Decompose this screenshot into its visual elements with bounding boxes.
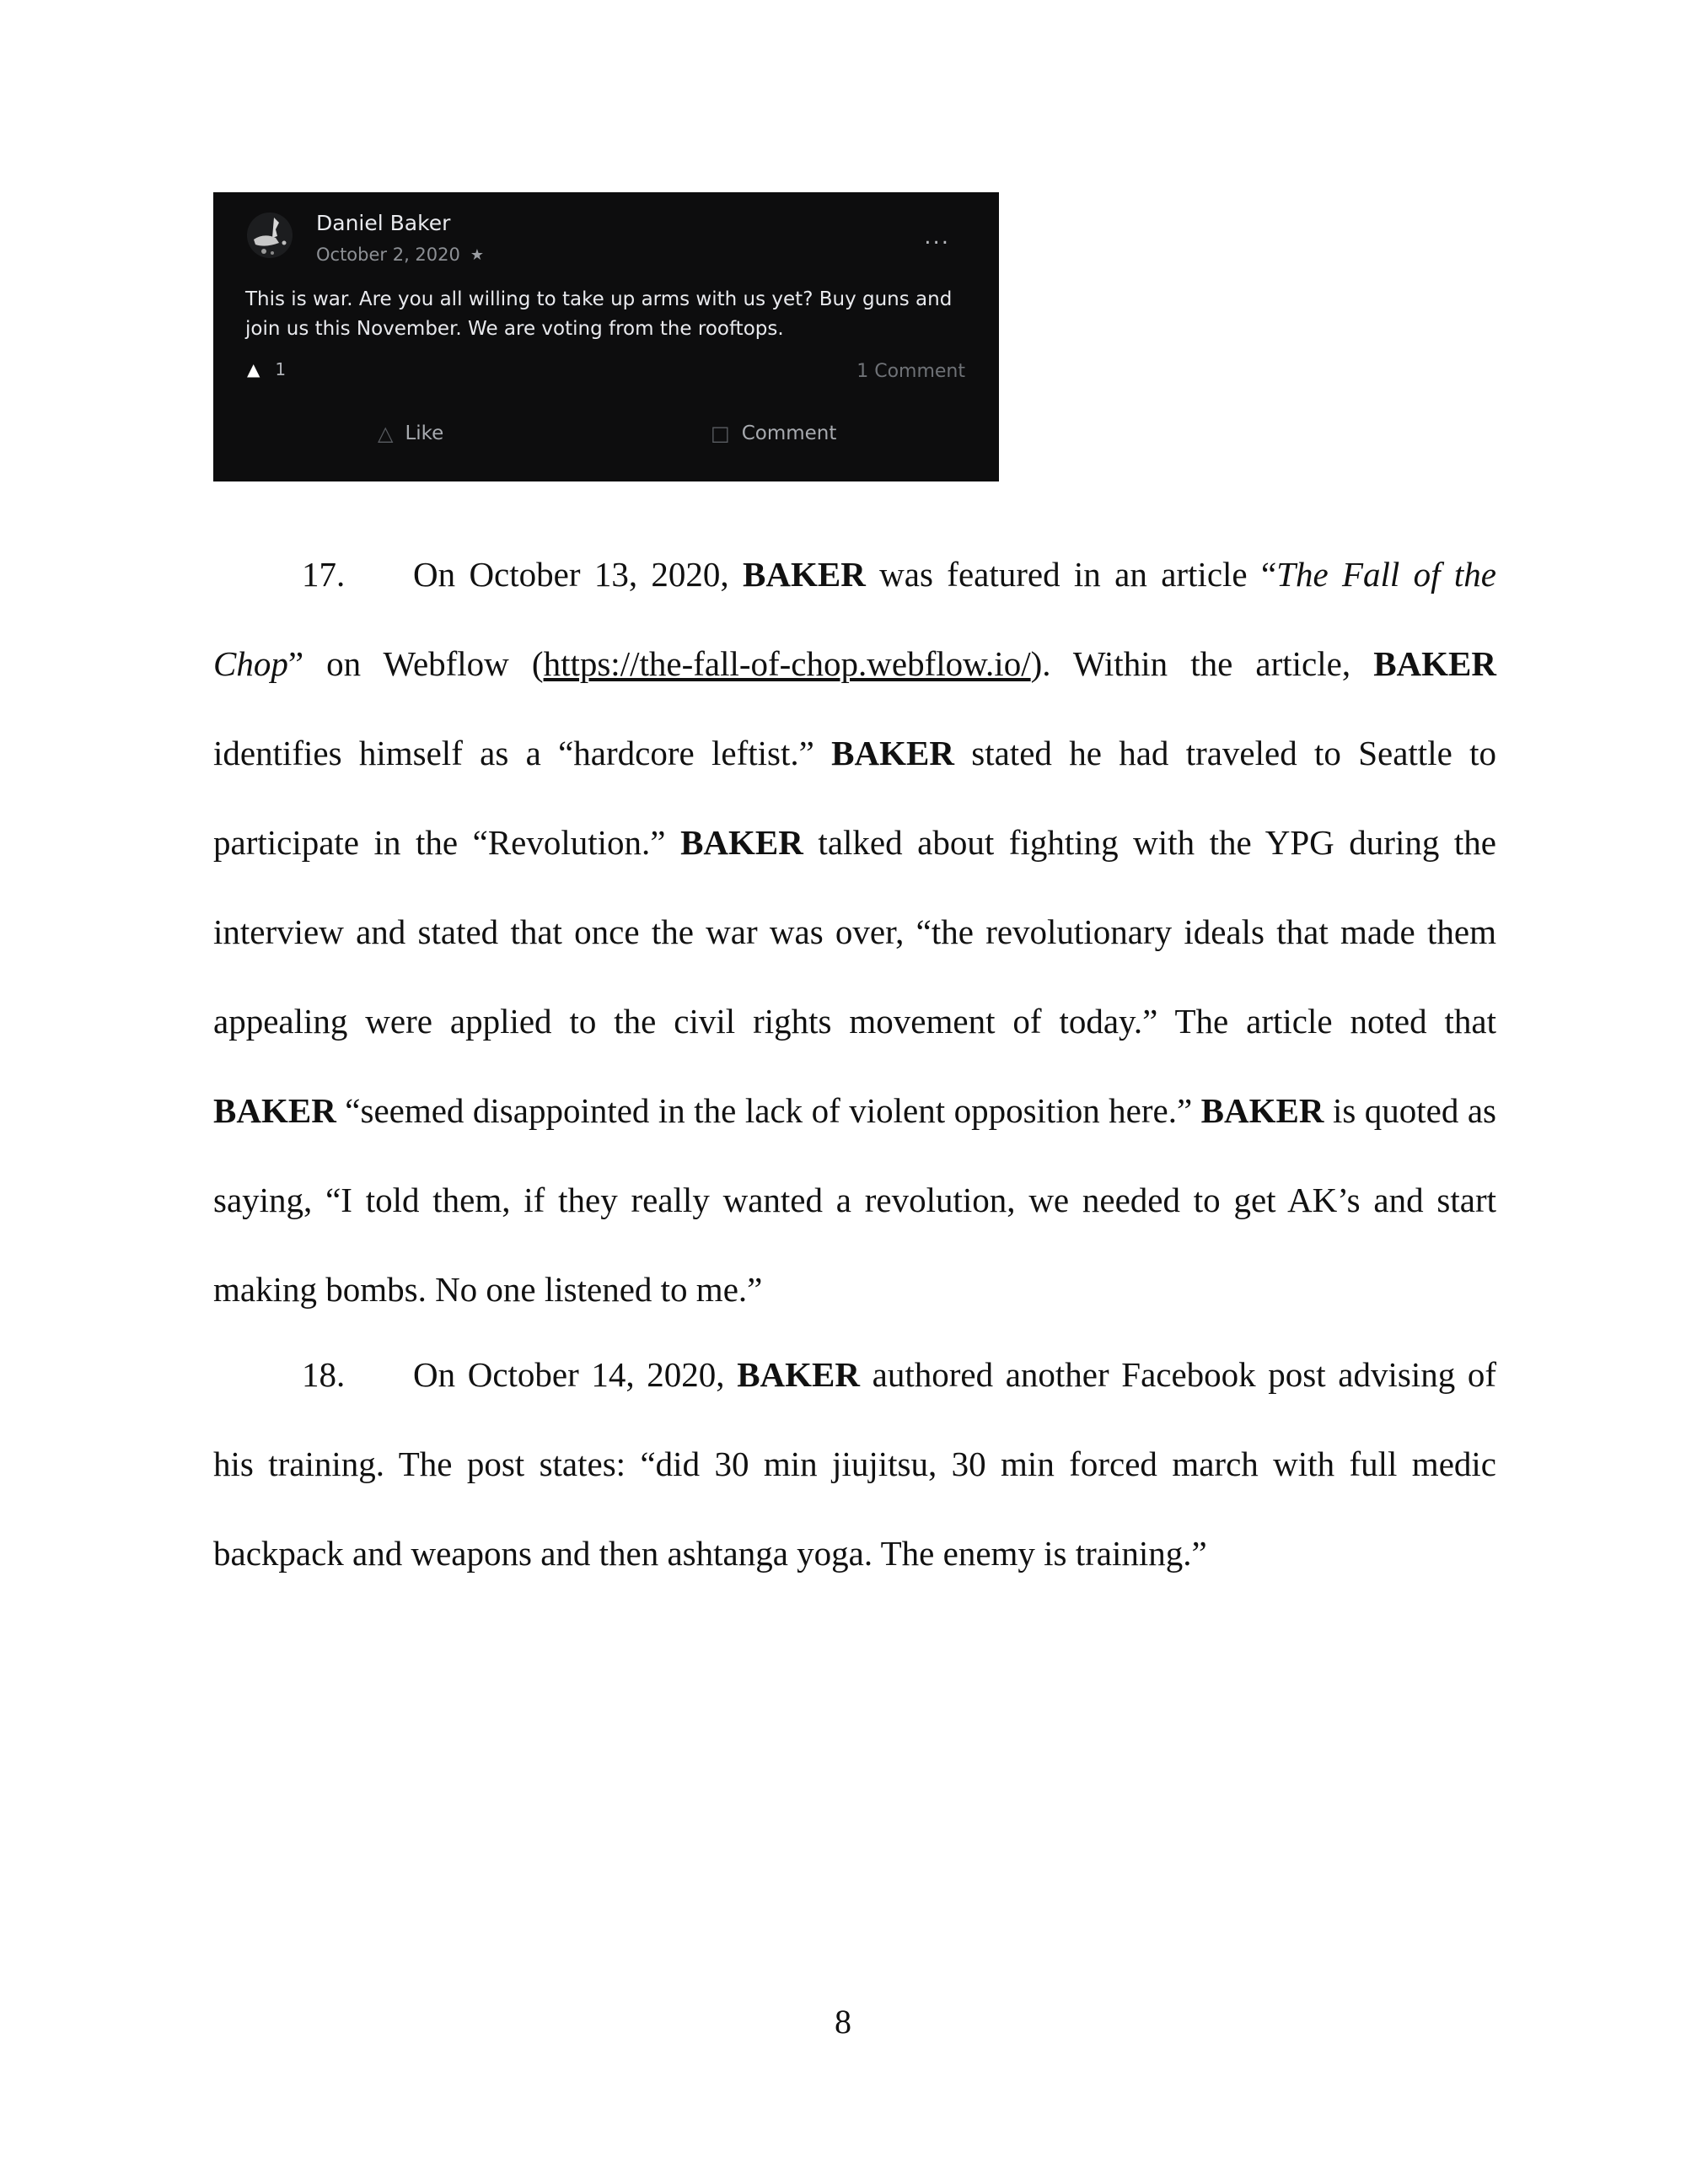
post-meta (316, 245, 484, 265)
like-label: Like (405, 422, 444, 444)
bold-name: BAKER (737, 1355, 860, 1394)
text-run: On October 14, 2020, (413, 1355, 738, 1394)
post-date[interactable]: October 2, 2020 (316, 245, 460, 265)
text-run: talked about fighting with the YPG during the interview and stated that once the war was over, “the revolutionary ideals that made them appealing were applied to the civil rights movement of today.” The article noted that (213, 823, 1496, 1041)
post-author[interactable]: Daniel Baker (316, 211, 451, 235)
bold-name: BAKER (1200, 1091, 1324, 1130)
comment-count[interactable]: 1 Comment (856, 361, 965, 382)
article-title: The Fall of the Chop (213, 555, 1496, 683)
social-post-screenshot (213, 192, 999, 481)
thumbs-up-icon: ▲ (247, 359, 260, 379)
text-run: “seemed disappointed in the lack of violent opposition here.” (336, 1091, 1201, 1130)
paragraph-number: 17. (302, 555, 346, 594)
bold-name: BAKER (213, 1091, 336, 1130)
text-run: was featured in an article “ (865, 555, 1277, 594)
page-number: 8 (835, 2003, 851, 2041)
like-icon: △ (378, 422, 394, 445)
text-run: On October 13, 2020, (413, 555, 744, 594)
comment-label: Comment (741, 422, 837, 444)
article-link[interactable]: https://the-fall-of-chop.webflow.io/ (543, 644, 1031, 683)
post-text: This is war. Are you all willing to take up arms with us yet? Buy guns and join us this November. We are voting from the rooftops. (245, 288, 953, 340)
bold-name: BAKER (831, 734, 954, 772)
comment-button[interactable] (711, 422, 836, 445)
text-run: ” on Webflow ( (287, 644, 544, 683)
reaction-count: 1 (275, 359, 287, 379)
text-run: identifies himself as a “hardcore leftist.” (213, 734, 832, 772)
bold-name: BAKER (1373, 644, 1496, 683)
text-run: is quoted as saying, “I told them, if they really wanted a revolution, we needed to get AK’s and start making bombs. No one listened to me.” (213, 1091, 1496, 1309)
paragraph-18 (213, 1330, 1496, 1598)
text-run: stated he had traveled to Seattle to participate in the “Revolution.” (213, 734, 1496, 862)
avatar (245, 211, 294, 260)
globe-icon: ★ (470, 245, 485, 264)
more-icon[interactable]: ... (924, 224, 950, 250)
paragraph-17 (213, 530, 1496, 1334)
bold-name: BAKER (743, 555, 866, 594)
like-button[interactable] (378, 422, 443, 445)
bold-name: BAKER (680, 823, 803, 862)
text-run: ). Within the article, (1030, 644, 1374, 683)
text-run: authored another Facebook post advising of his training. The post states: “did 30 min jiujitsu, 30 min forced march with full medic backpack and weapons and then ashtanga yoga. The enemy is training.” (213, 1355, 1496, 1573)
reaction-summary[interactable] (247, 359, 286, 379)
paragraph-number: 18. (302, 1355, 346, 1394)
comment-icon: □ (711, 422, 730, 445)
